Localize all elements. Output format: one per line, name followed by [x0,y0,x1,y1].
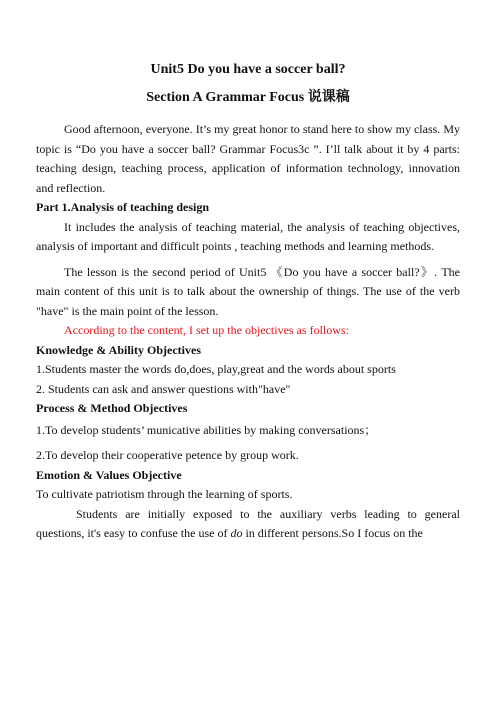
process-method-item-2: 2.To develop their cooperative petence by group work. [36,448,299,462]
process-method-item-1: 1.To develop students’ municative abilities by making conversations； [36,422,377,437]
knowledge-ability-heading: Knowledge & Ability Objectives [36,342,201,357]
closing-paragraph [36,505,460,544]
objectives-intro: According to the content, I set up the objectives as follows: [64,323,349,337]
process-method-heading: Process & Method Objectives [36,401,188,415]
closing-text-b: in different persons.So I focus on the [242,526,423,540]
lesson-paragraph: The lesson is the second period of Unit5 《Do you have a soccer ball?》. The main content of this unit is to talk about the ownership of things. The use of the verb "have" is the main point of the lesson. [36,264,460,318]
document-title: Unit5 Do you have a soccer ball? [150,62,346,77]
intro-paragraph: Good afternoon, everyone. It’s my great honor to stand here to show my class. My topic is “Do you have a soccer ball? Grammar Focus3c ”. I’ll talk about it by 4 parts: teaching design, teaching process, application of information technology, innovation and reflection. [36,122,460,195]
closing-text-a: Students are initially exposed to the auxiliary verbs leading to general questions, it's easy to confuse the use of [36,506,460,540]
emotion-values-heading: Emotion & Values Objective [36,467,182,482]
part1-paragraph: It includes the analysis of teaching material, the analysis of teaching objectives, analysis of important and difficult points , teaching methods and learning methods. [36,219,460,253]
emotion-values-item-1: To cultivate patriotism through the learning of sports. [36,487,293,501]
knowledge-ability-item-1: 1.Students master the words do,does, play,great and the words about sports [36,362,396,376]
knowledge-ability-item-2: 2. Students can ask and answer questions with"have" [36,381,291,396]
closing-text-do: do [230,526,243,540]
document-subtitle: Section A Grammar Focus 说课稿 [146,90,350,105]
part1-heading: Part 1.Analysis of teaching design [36,200,210,214]
